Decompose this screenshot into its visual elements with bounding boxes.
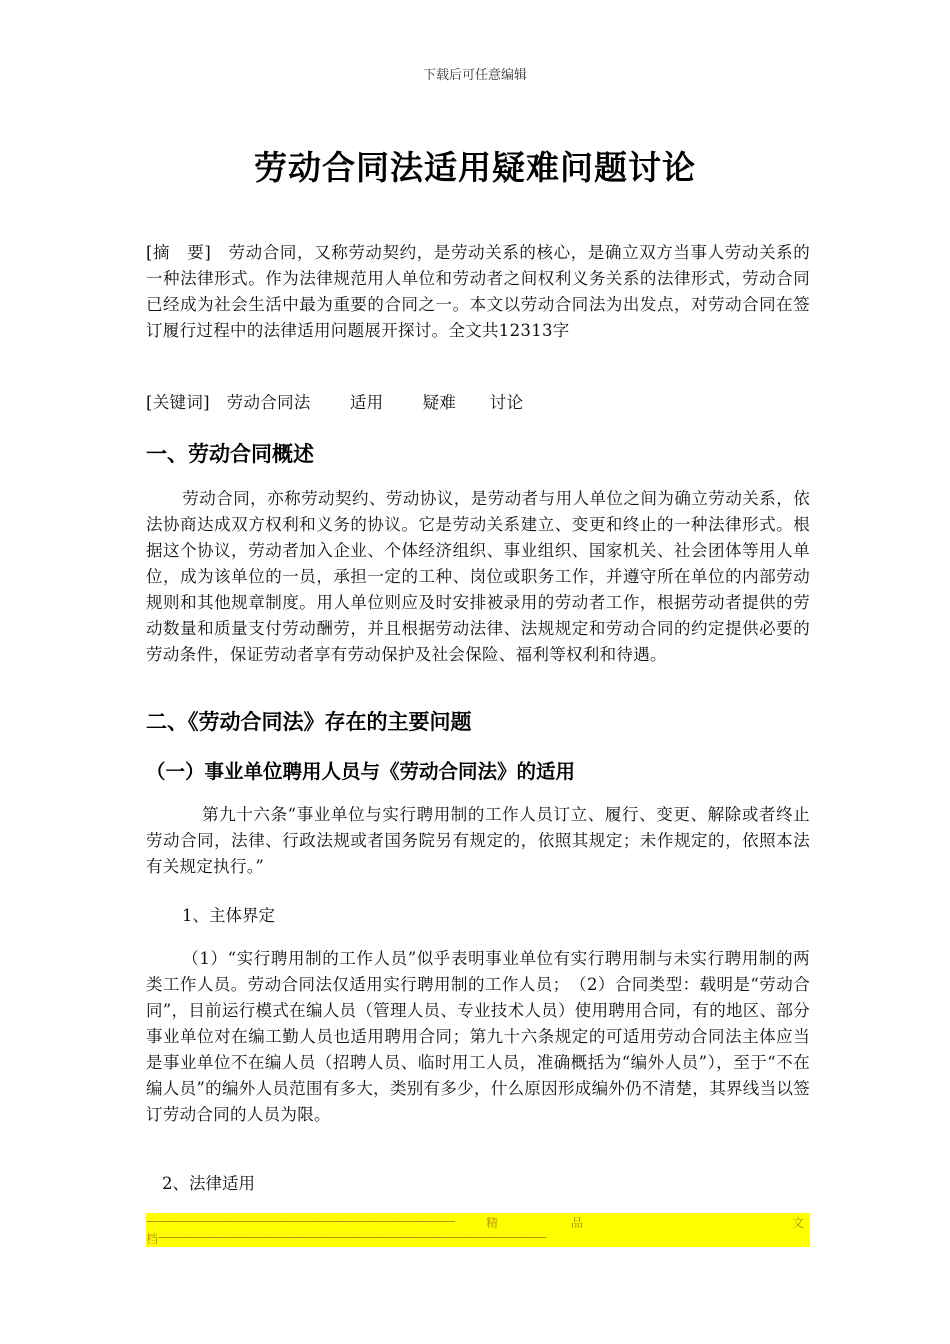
footer-char-1: 精 [486, 1216, 499, 1230]
section2-heading: 二、《劳动合同法》存在的主要问题 [146, 710, 472, 734]
footer-char-2: 品 [571, 1216, 584, 1230]
document-title: 劳动合同法适用疑难问题讨论 [254, 148, 696, 187]
item1-body [146, 946, 810, 1128]
section1-heading: 一、劳动合同概述 [146, 442, 314, 466]
footer-row-2 [146, 1230, 546, 1246]
item1-heading: 1、主体界定 [182, 906, 275, 925]
footer-char-4: 档 [146, 1232, 159, 1246]
item1-text: （1）“实行聘用制的工作人员”似乎表明事业单位有实行聘用制与未实行聘用制的两类工作人员。劳动合同法仅适用实行聘用制的工作人员； （2）合同类型：载明是“劳动合同”，目前运行模式在编人员（管理人员、专业技术人员）使用聘用合同，有的地区、部分事业单位对在编工勤人员也适用聘用合同；第九十六条规定的可适用劳动合同法主体应当是事业单位不在编人员（招聘人员、临时用工人员，准确概括为“编外人员”），至于“不在编人员”的编外人员范围有多大，类别有多少，什么原因形成编外仍不清楚，其界线当以签订劳动合同的人员为限。 [146, 949, 810, 1124]
section1-text: 劳动合同，亦称劳动契约、劳动协议，是劳动者与用人单位之间为确立劳动关系，依法协商达成双方权利和义务的协议。它是劳动关系建立、变更和终止的一种法律形式。根据这个协议，劳动者加入企业、个体经济组织、事业组织、国家机关、社会团体等用人单位，成为该单位的一员，承担一定的工种、岗位或职务工作，并遵守所在单位的内部劳动规则和其他规章制度。用人单位则应及时安排被录用的劳动者工作，根据劳动者提供的劳动数量和质量支付劳动酬劳，并且根据劳动法律、法规规定和劳动合同的约定提供必要的劳动条件，保证劳动者享有劳动保护及社会保险、福利等权利和待遇。 [146, 489, 810, 664]
footer-dashes-2: ------------------------------------------------------------------------------------------------------------------------------- [158, 1230, 546, 1244]
footer-banner [146, 1213, 810, 1247]
footer-row-1 [146, 1214, 810, 1230]
abstract-text: [摘 要] 劳动合同，又称劳动契约，是劳动关系的核心，是确立双方当事人劳动关系的一种法律形式。作为法律规范用人单位和劳动者之间权利义务关系的法律形式，劳动合同已经成为社会生活中最为重要的合同之一。本文以劳动合同法为出发点，对劳动合同在签订履行过程中的法律适用问题展开探讨。全文共12313字 [146, 243, 810, 340]
keywords-line: [关键词] 劳动合同法 适用 疑难 讨论 [146, 393, 524, 412]
item2-heading: 2、法律适用 [162, 1174, 255, 1193]
subsection1-heading: （一）事业单位聘用人员与《劳动合同法》的适用 [146, 760, 576, 783]
article96-paragraph [146, 802, 810, 880]
footer-dashes: ----------------------------------------------------------------------------------------------------- [146, 1214, 455, 1228]
footer-char-3: 文 [791, 1216, 804, 1230]
header-note: 下载后可任意编辑 [422, 68, 527, 83]
abstract-paragraph [146, 240, 810, 344]
section1-body [146, 486, 810, 668]
article96-text: 第九十六条“事业单位与实行聘用制的工作人员订立、履行、变更、解除或者终止劳动合同，法律、行政法规或者国务院另有规定的，依照其规定；未作规定的，依照本法有关规定执行。” [146, 805, 810, 876]
